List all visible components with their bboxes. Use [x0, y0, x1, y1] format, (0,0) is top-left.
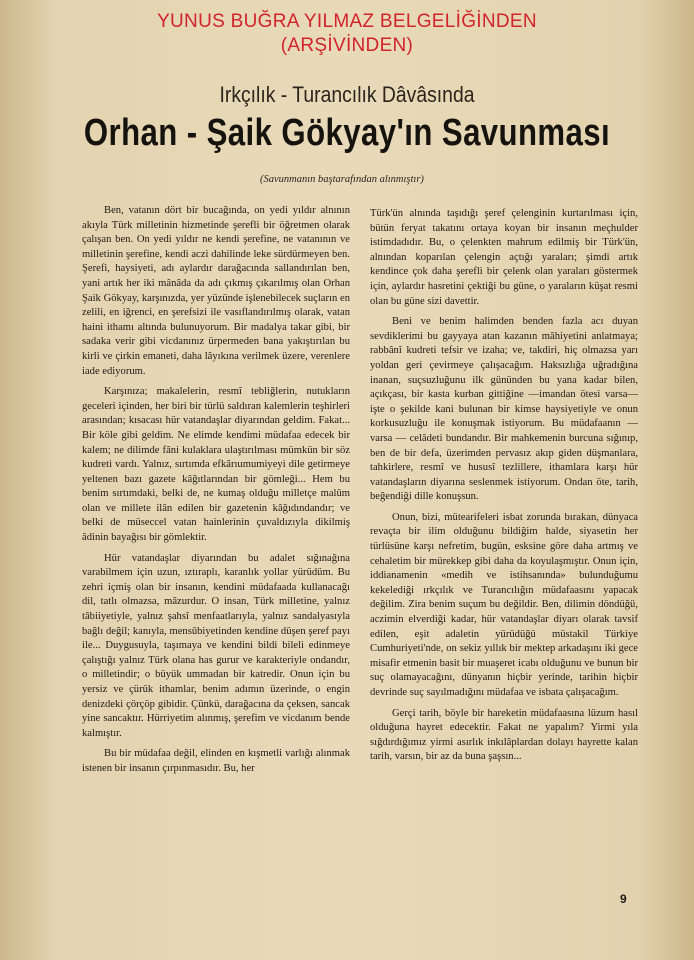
paragraph: Beni ve benim halimden benden fazla acı duyan sevdiklerimi bu gayyaya atan kazanın mâhiyetini anlatmaya; rabbânî kudreti tefsir ve izaha; ve, takdiri, hiç olmazsa yarı yoldan geri çevirmeye çalışacağım. Haksızlığa uğradığına inanan, suçsuzluğunu ilk gününden bu yana kadar bilen, açıkçası, bir kasta kurban gittiğine —imandan ötesi varsa— işte o şekilde kani bulunan bir kimse haysiyetiyle ve onun korkusuzluğu ile konuşmak istiyorum. Bu müdafaanın — varsa — celâdeti bundandır. Bir mahkemenin burcuna sığınıp, ben de bir defa, üzerimden pervasız akıp giden düşmanlara, tahkirlere, resmî ve hususî tezlillere, ithamlara karşı hür vatandaşların diyarına seslenmek istiyorum. Ondan öte, tarih, beğendiği dille konuşsun.	[370, 316, 638, 503]
right-column	[370, 207, 638, 771]
paragraph: Ben, vatanın dört bir bucağında, on yedi yıldır alnının akıyla Türk milletinin hizmetinde şerefli bir öğretmen olarak çalışan ben. On yedi yıldır ne kendi şerefine, ne vatanının ve milletinin şerefine, kendi aczi dahilinde leke sürdürmeyen ben. Şerefi, haysiyeti, adı aylardır darağacında sallandırılan ben, yani artık her iki mânâda da adı çıkmış çıkarılmış olan Orhan Şaik Gökyay, karşınızda, yer yüzünde işlenebilecek suçların en zelili, en iğrenci, en şerefsizi ile vasıflandırılmış olarak, vatan haini ithamı altında bulunuyorum. Bir madalya takar gibi, bir sadaka verir gibi vicdanınız ürpermeden bana yakıştırılan bu kirli ve çirkin emaneti, daha lâyıkına verilmek üzere, verenlere iade ediyorum.	[82, 205, 350, 377]
article-title: Orhan - Şaik Gökyay'ın Savunması	[83, 112, 611, 154]
left-column	[82, 204, 350, 783]
paragraph: Bu bir müdafaa değil, elinden en kışmetli varlığı alınmak istenen bir insanın çırpınmasıdır. Bu, her	[82, 748, 350, 774]
page-number: 9	[620, 892, 627, 906]
article-subtitle: Irkçılık - Turancılık Dâvâsında	[219, 82, 475, 107]
source-note: (Savunmanın baştarafından alınmıştır)	[260, 174, 424, 185]
paragraph: Gerçi tarih, böyle bir hareketin müdafaasına lüzum hasıl olduğuna hayret edecektir. Fakat ne yapalım? Yirmi yıla sığdırdığımız yirmi asırlık inkılâplardan dolayı hayrette kalan tarih, varsın, bir az da buna şaşsın...	[370, 707, 638, 763]
paragraph: Onun, bizi, mütearifeleri isbat zorunda bırakan, dünyaca revaçta bir ilim olduğunu bildiğim halde, siyasetin her türlüsüne karşı nefretim, bugün, esksine göre daha artmış ve cehaletim bir mürekkep gibi daha da koyulaşmıştır. Onun için, iddianamenin «medih ve istihsanında» bulunduğumu kekelediği ırkçılık ve Turancılığın müdafaasını yapacak değilim. Zira benim suçum bu değildir. Ben, dilimin döndüğü, aczimin elverdiği kadar, hür vatandaşlar diyarı olarak tavsif edilen, eşit adaletin yürüdüğü müstakil Türkiye Cumhuriyeti'nde, on sekiz yıllık bir mektep arkadaşını iki gece misafir etmenin basit bir muaşeret icabı olduğunu ve bunun bir suç olamayacağını, dünyanın hiçbir yerinde, tarihin hiçbir devrinde suç sayılmadığını müdafaa ve isbata çalışacağım.	[370, 511, 638, 698]
paragraph: Karşınıza; makalelerin, resmî tebliğlerin, nutukların geceleri içinden, her biri bir türlü saldıran kalemlerin teşhirleri arasından; kısacası hür vatandaşlar diyarından geldim. Fakat... Bir köle gibi geldim. Ne elimde kendimi müdafaa edecek bir kalem; ne dilimde fâni kulaklara ulaştırılması mümkün bir söz kudreti vardı. Yalnız, sırtımda efkârıumumiyeyi dile getirmeye yeltenen bazı gazete kâğıtlarından bir gömleği... Hem bu benim sırtımdaki, belki de, ne kumaş olduğu milletçe malûm olan ve millete ilân edilen bir gazetenin kâğıdındandır; ve belki de müseccel vatan hainlerinin çuvaldızıyla dikilmiş âdinin bayağısı bir gömlektir.	[82, 386, 350, 544]
paragraph: Hür vatandaşlar diyarından bu adalet sığınağına varabilmem için uzun, ıztıraplı, karanlık yollar yürüdüm. Bu zehri içmiş olan bir insanın, kendini müdafaada kullanacağı dil, tatlı olmazsa, mâzurdur. O insan, Türk milletine, yalnız tâbiiyetiyle, yalnız şahsî menfaatlarıyla, yalnız sandalyasıyla bağlı değil; kanıyla, mensûbiyetinden kendine düşen şeref payı ile... Duygusuyla, taşımaya ve kendini bildi bileli edinmeye çalıştığı yalnız Türk olana has gurur ve karakteriyle ondandır, o milletindir; o büyük ummadan bir katredir. Onun için bu yersiz ve çürük ithamlar, benim adımın üzerinde, o engin denizdeki çörçöp gibidir. Çünkü, darağacına da çeksen, sancak yine sancaktır. Hürriyetim alınmış, şerefim ve vicdanım bende kalmıştır.	[82, 552, 350, 739]
watermark-line-2: (ARŞİVİNDEN)	[280, 35, 414, 56]
paragraph: Türk'ün alnında taşıdığı şeref çelenginin kurtarılması için, bütün feryat takatını ortaya koyan bir insanın meçhulder istimdadıdır. Bu, o çelenkten mahrum edilmiş bir Türk'ün, alnından koparılan çelengin açtığı yaraları; şimdi artık kendince çok daha şerefli bir çelenk olan yaraları göstermek için, aylardır hasretini çektiği bu güne, o yaraların küşat resmi olan bu güne sizi davettir.	[370, 208, 638, 307]
archive-watermark	[0, 10, 694, 58]
watermark-line-1: YUNUS BUĞRA YILMAZ BELGELİĞİNDEN	[157, 11, 537, 32]
